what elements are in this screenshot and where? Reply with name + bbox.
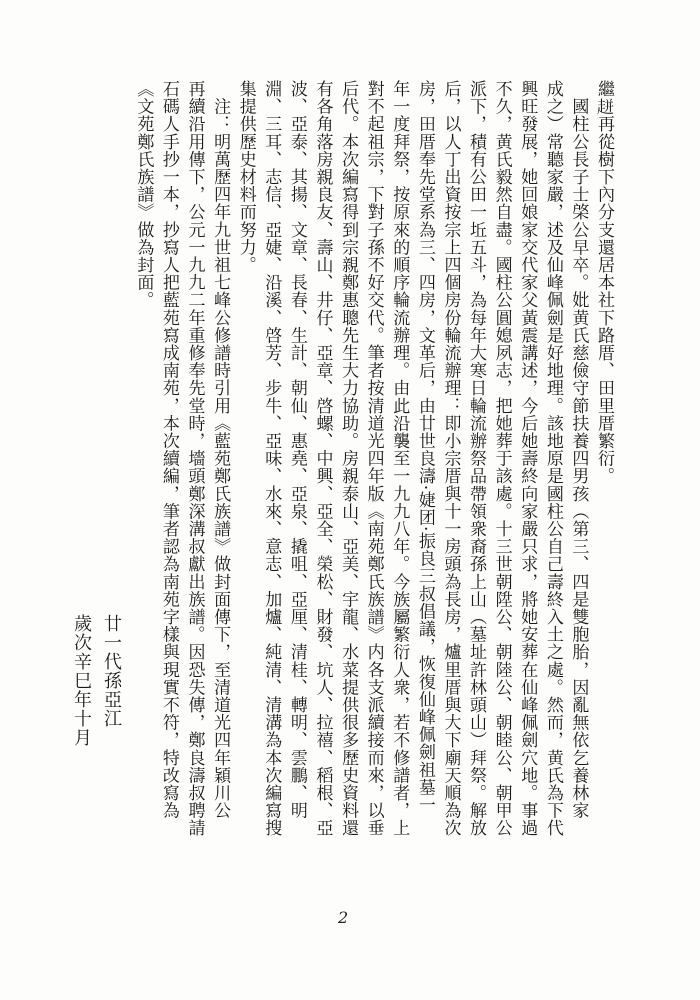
text-line: 房，田厝奉先堂系為三、四房，文革后，由廿世良濤·婕团·振良三叔倡議，恢復仙峰佩劍祖墓一 xyxy=(414,80,435,814)
text-line: 集提供歷史材料而努力。 xyxy=(235,80,256,274)
text-line: 對不起祖宗，下對子孫不好交代。筆者按清道光四年版《南苑鄭氏族譜》内各支派續接而來，以垂 xyxy=(363,80,384,837)
signature-block xyxy=(66,614,126,747)
genealogy-text xyxy=(130,80,616,960)
text-line: 再續沿用傳下，公元一九九二年重修奉先堂時，墻頭鄭深溝叔獻出族譜。因恐失傳，鄭良濤叔聘請 xyxy=(184,80,205,837)
text-line: 后，以人丁出資按宗上四個房份輪流辦理：即小宗厝與十一房頭為長房，爐里厝與大下廟天順為次 xyxy=(440,80,461,837)
text-line: 有各角落房親良友、壽山、井仔、亞章、啓螺、中興、亞全、榮松、財發、坑人、拉禧、稻根、亞 xyxy=(312,80,333,837)
text-line: 后代。本次編寫得到宗親鄭惠聰先生大力協助。房親泰山、亞美、宇龍、水菜提供很多歷史資料還 xyxy=(338,80,359,837)
text-line: 國柱公長子士棨公早卒。妣黄氏慈儉守節扶養四男孩（第三、四是雙胞胎，因亂無依乞養林家 xyxy=(568,80,589,820)
signature-author: 廿一代孫亞江 xyxy=(101,614,122,728)
text-line: 不久，黄氏毅然自盡。國柱公圓媳夙志，把她葬于該處。十三世朝陞公、朝陸公、朝睦公、朝甲公 xyxy=(491,80,512,837)
text-line: 派下，積有公田一坵五斗，為每年大寒日輪流辦祭品帶領衆裔孫上山（墓址許林頭山）拜祭。解放 xyxy=(466,80,487,837)
text-line: 興旺發展，她回娘家交代家父黃震講述，今后她壽終向家嚴只求，將她安葬在仙峰佩劍穴地。事過 xyxy=(517,80,538,837)
text-line: 淵、三耳、志信、亞婕、沿溪、啓芳、步牛、亞味、水來、意志、加爐、純清、清溝為本次編寫搜 xyxy=(261,80,282,837)
text-line: 注：明萬歷四年九世祖七峰公修譜時引用《藍苑鄭氏族譜》做封面傳下，至清道光四年穎川公 xyxy=(210,80,231,820)
text-line: 石碼人手抄一本，抄寫人把藍苑寫成南苑，本次續編，筆者認為南苑字樣與現實不符，特改寫為 xyxy=(158,80,179,820)
text-line: 年一度拜祭，按原來的順序輪流辦理。由此沿襲至一九九八年。今族屬繁衍人衆，若不修譜者，上 xyxy=(389,80,410,837)
text-line: 波、亞泰、其揚、文章、長春、生計、朝仙、惠堯、亞泉、撬咀、亞厘、清桂、轉明、雲鵬、明 xyxy=(286,80,307,820)
text-line: 成之）常聽家嚴，述及仙峰佩劍是好地理。該地原是國柱公自己壽終入土之處。然而，黄氏為下代 xyxy=(542,80,563,837)
page-number: 2 xyxy=(338,908,349,927)
text-line: 繼𧻓再從樹下內分支還居本社下路厝、田里厝繁衍。 xyxy=(594,80,614,485)
signature-date: 歲次辛巳年十月 xyxy=(71,614,92,747)
text-line: 《文苑鄭氏族譜》做為封面。 xyxy=(133,80,154,309)
